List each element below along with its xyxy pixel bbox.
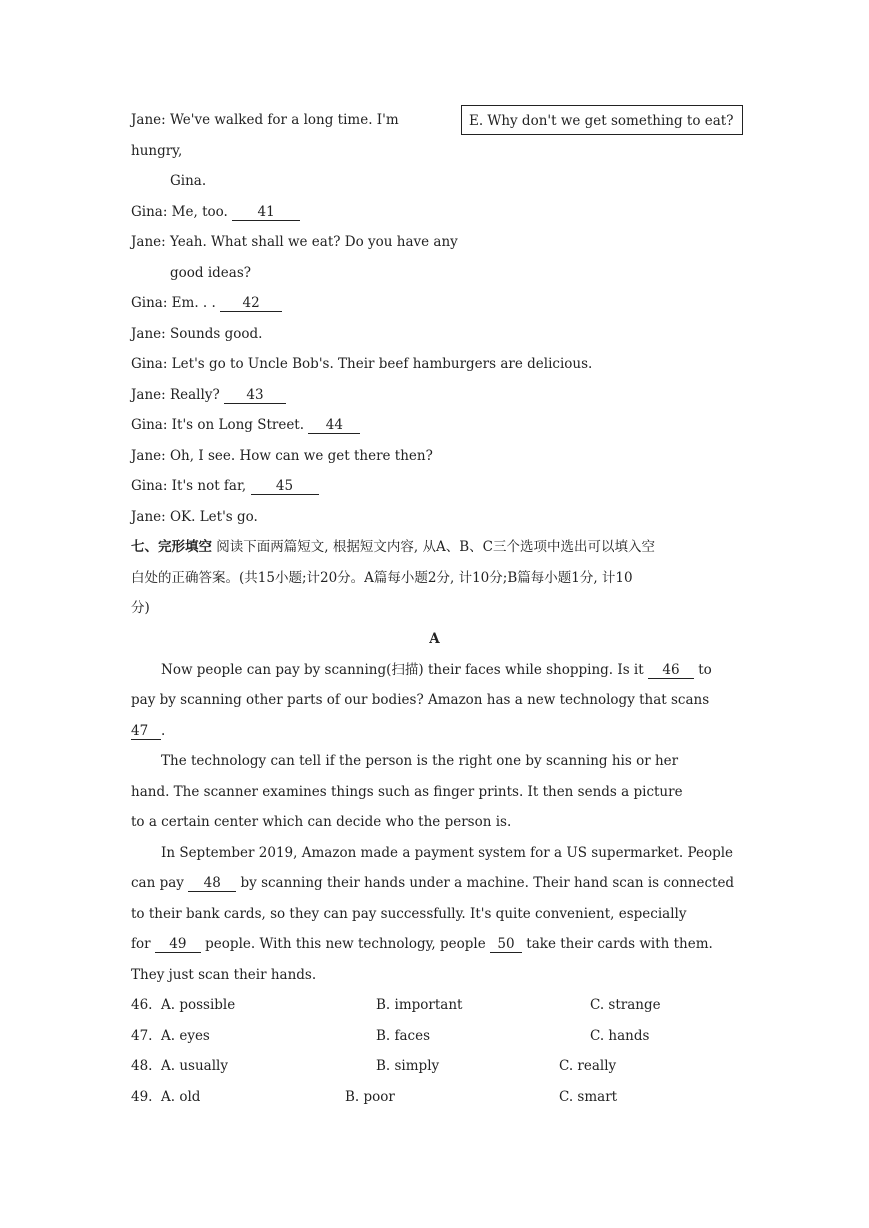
blank-49: 49 (155, 937, 201, 953)
passage-line: pay by scanning other parts of our bodies? Amazon has a new technology that scans (131, 692, 710, 708)
line-text: take their cards with them. (522, 936, 713, 952)
blank-48: 48 (188, 876, 236, 892)
passage-line: hand. The scanner examines things such as finger prints. It then sends a picture (131, 784, 683, 800)
option-number: 48. (131, 1058, 153, 1074)
instruction-text: 分) (131, 600, 150, 616)
passage-line (131, 722, 165, 740)
blank-50: 50 (490, 937, 522, 953)
line-text: Gina: Me, too. (131, 204, 233, 220)
dialogue-line: Jane: Yeah. What shall we eat? Do you have any (131, 234, 458, 250)
dialogue-line: Jane: OK. Let's go. (131, 509, 258, 525)
dialogue-line: hungry, (131, 143, 183, 159)
line-text: Now people can pay by scanning(扫描) their faces while shopping. Is it (161, 662, 648, 678)
dialogue-line: Gina. (170, 173, 207, 189)
dialogue-line: Jane: Sounds good. (131, 326, 263, 342)
line-text: Gina: It's not far, (131, 478, 251, 494)
option-c: C. hands (590, 1028, 650, 1044)
passage-line: They just scan their hands. (131, 967, 317, 983)
line-text: Jane: Really? (131, 387, 224, 403)
blank-42: 42 (220, 296, 282, 312)
dialogue-line (131, 477, 319, 495)
line-text: can pay (131, 875, 189, 891)
passage-line: In September 2019, Amazon made a payment system for a US supermarket. People (161, 845, 734, 861)
line-text: . (161, 723, 166, 739)
line-text: to (693, 662, 712, 678)
dialogue-line: Jane: Oh, I see. How can we get there then? (131, 448, 433, 464)
passage-line: to their bank cards, so they can pay successfully. It's quite convenient, especially (131, 906, 687, 922)
option-b: B. simply (376, 1058, 440, 1074)
dialogue-line: Jane: We've walked for a long time. I'm (131, 112, 399, 128)
blank-44: 44 (308, 418, 360, 434)
blank-45: 45 (251, 479, 319, 495)
option-number: 49. (131, 1089, 153, 1105)
option-number: 47. (131, 1028, 153, 1044)
dialogue-line (131, 386, 286, 404)
dialogue-line: good ideas? (170, 265, 251, 281)
option-b: B. faces (376, 1028, 431, 1044)
option-c: C. smart (559, 1089, 618, 1105)
blank-43: 43 (224, 388, 286, 404)
line-text: people. With this new technology, people (200, 936, 491, 952)
blank-41: 41 (232, 205, 300, 221)
option-a: A. eyes (161, 1028, 210, 1044)
option-a: A. usually (161, 1058, 228, 1074)
option-b: B. important (376, 997, 463, 1013)
section-heading: 七、完形填空 (131, 539, 212, 555)
option-b: B. poor (345, 1089, 395, 1105)
dialogue-line (131, 294, 282, 312)
instruction-text: 阅读下面两篇短文, 根据短文内容, 从A、B、C三个选项中选出可以填入空 (216, 539, 655, 555)
line-text: Gina: Em. . . (131, 295, 221, 311)
dialogue-line (131, 203, 300, 221)
passage-title: A (429, 631, 440, 647)
line-text: Gina: It's on Long Street. (131, 417, 309, 433)
passage-line: The technology can tell if the person is the right one by scanning his or her (161, 753, 679, 769)
passage-line (131, 935, 713, 953)
section-instructions (131, 538, 655, 556)
passage-line: to a certain center which can decide who the person is. (131, 814, 512, 830)
option-number: 46. (131, 997, 153, 1013)
passage-line (131, 874, 734, 892)
passage-line (161, 661, 712, 679)
line-text: by scanning their hands under a machine. Their hand scan is connected (236, 875, 735, 891)
instruction-text: 白处的正确答案。(共15小题;计20分。A篇每小题2分, 计10分;B篇每小题1分, 计10 (131, 570, 633, 586)
blank-47: 47 (131, 724, 161, 740)
line-text: for (131, 936, 155, 952)
option-a: A. old (161, 1089, 201, 1105)
blank-46: 46 (648, 663, 694, 679)
option-c: C. strange (590, 997, 661, 1013)
option-c: C. really (559, 1058, 617, 1074)
option-box (461, 105, 743, 135)
option-a: A. possible (161, 997, 236, 1013)
boxed-option-text: E. Why don't we get something to eat? (469, 113, 734, 129)
dialogue-line: Gina: Let's go to Uncle Bob's. Their beef hamburgers are delicious. (131, 356, 593, 372)
dialogue-line (131, 416, 360, 434)
